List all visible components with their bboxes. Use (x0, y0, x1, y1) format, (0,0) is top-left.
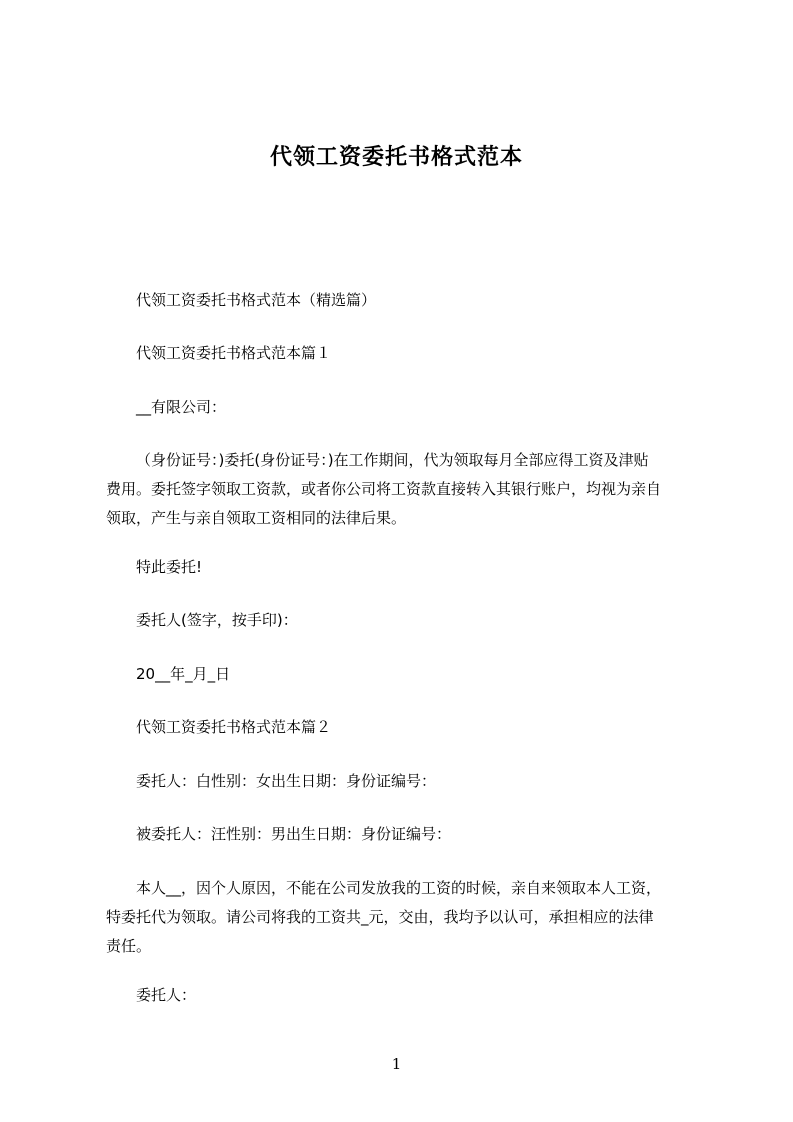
heading-part-1: 代领工资委托书格式范本篇１ (136, 344, 332, 362)
paragraph-line: 费用。委托签字领取工资款，或者你公司将工资款直接转入其银行账户，均视为亲自 (106, 480, 662, 498)
date-line: 20__年_月_日 (136, 665, 231, 683)
paragraph-line: 特委托代为领取。请公司将我的工资共_元，交由，我均予以认可，承担相应的法律 (106, 908, 654, 926)
heading-part-2: 代领工资委托书格式范本篇２ (136, 718, 332, 736)
paragraph-line: 本人__，因个人原因，不能在公司发放我的工资的时候，亲自来领取本人工资， (136, 879, 662, 897)
paragraph-line: 责任。 (106, 937, 152, 955)
paragraph-line: （身份证号：)委托(身份证号：)在工作期间，代为领取每月全部应得工资及津贴 (136, 451, 649, 469)
paragraph-line: 领取，产生与亲自领取工资相同的法律后果。 (106, 509, 407, 527)
agent-info: 被委托人：汪性别：男出生日期：身份证编号： (136, 825, 452, 843)
principal-info: 委托人：白性别：女出生日期：身份证编号： (136, 772, 437, 790)
company-addressee: __有限公司： (136, 398, 227, 416)
subtitle-line: 代领工资委托书格式范本（精选篇） (136, 291, 377, 309)
paragraph-authorization-2 (106, 874, 706, 961)
document-title: 代领工资委托书格式范本 (269, 145, 523, 170)
signature-line: 委托人(签字，按手印)： (136, 611, 298, 629)
paragraph-authorization-1 (106, 446, 706, 533)
principal-signature: 委托人： (136, 986, 197, 1004)
closing-statement: 特此委托! (136, 558, 203, 576)
page-number: 1 (391, 1055, 402, 1073)
